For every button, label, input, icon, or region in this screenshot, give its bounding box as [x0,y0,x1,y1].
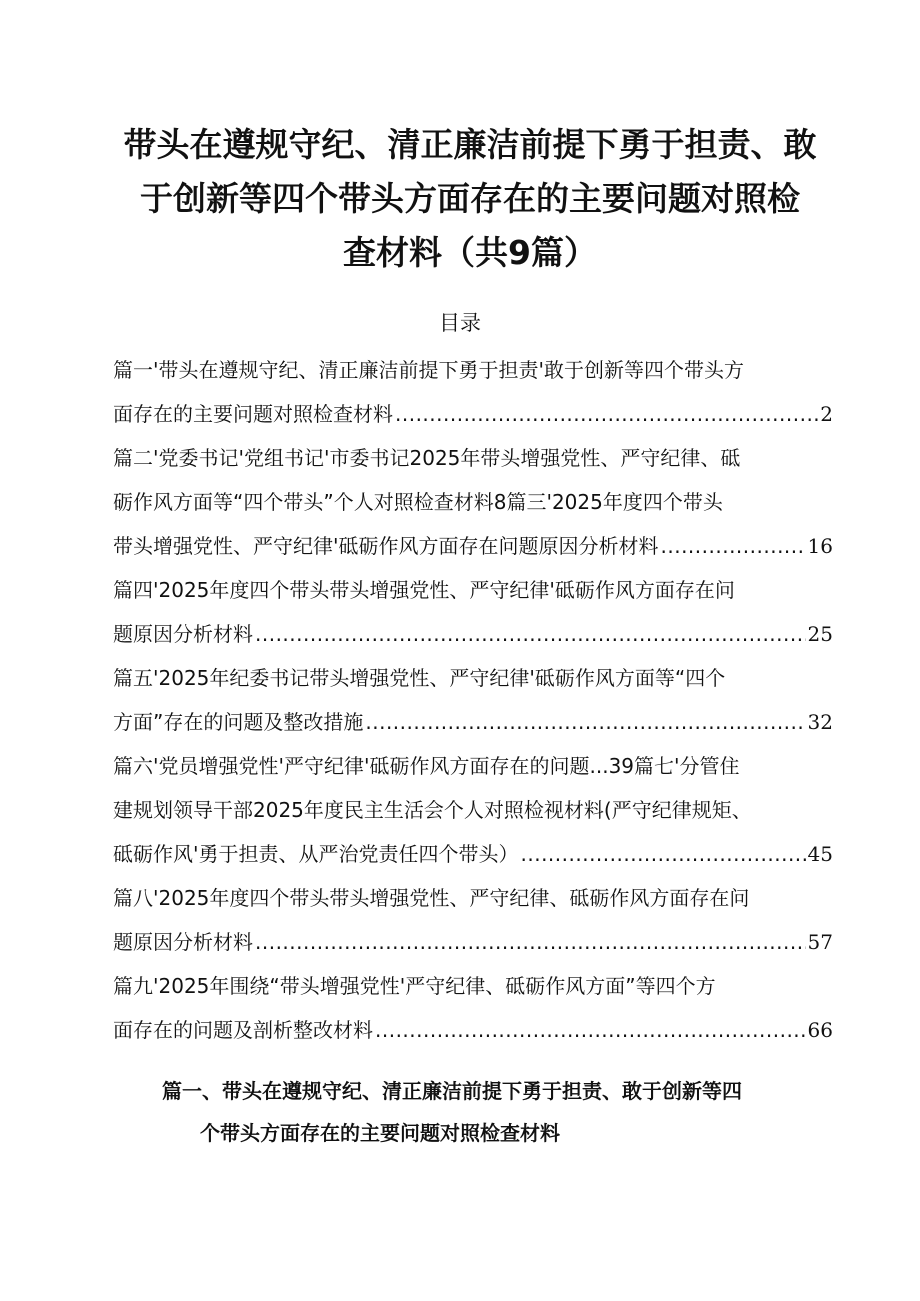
toc-line [113,876,833,920]
toc-line [113,568,833,612]
toc-line[interactable] [113,524,833,568]
title-line-2: 于创新等四个带头方面存在的主要问题对照检 [140,179,800,218]
toc-leader-dots [521,832,806,876]
toc-entry-text: 篇六'党员增强党性'严守纪律'砥砺作风方面存在的问题...39篇七'分管住 [113,754,740,778]
toc-page-number: 66 [807,1018,833,1042]
toc-page-number: 2 [820,402,833,426]
toc-entry-text: 篇一'带头在遵规守纪、清正廉洁前提下勇于担责'敢于创新等四个带头方 [113,358,744,382]
toc-heading: 目录 [439,311,481,335]
toc-entry-text: 题原因分析材料 [113,930,253,954]
toc-entry-text: 篇九'2025年围绕“带头增强党性'严守纪律、砥砺作风方面”等四个方 [113,974,716,998]
toc-line[interactable] [113,612,833,656]
toc-page-number: 16 [807,534,833,558]
toc-line[interactable] [113,700,833,744]
toc-entry-text: 砺作风方面等“四个带头”个人对照检查材料8篇三'2025年度四个带头 [113,490,723,514]
toc-line[interactable] [113,920,833,964]
toc-leader-dots [395,392,818,436]
table-of-contents [113,348,833,1052]
section-heading-line-1: 篇一、带头在遵规守纪、清正廉洁前提下勇于担责、敢于创新等四 [162,1079,742,1103]
toc-entry-text: 方面”存在的问题及整改措施 [113,710,364,734]
toc-line [113,788,833,832]
title-line-3: 查材料（共9篇） [343,233,597,272]
toc-entry-text: 面存在的主要问题对照检查材料 [113,402,393,426]
toc-line [113,436,833,480]
toc-page-number: 32 [807,710,833,734]
toc-leader-dots [255,612,806,656]
toc-entry-text: 建规划领导干部2025年度民主生活会个人对照检视材料(严守纪律规矩、 [113,798,752,822]
title-line-1: 带头在遵规守纪、清正廉洁前提下勇于担责、敢 [123,125,817,164]
toc-entry-text: 篇二'党委书记'党组书记'市委书记2025年带头增强党性、严守纪律、砥 [113,446,741,470]
toc-line [113,480,833,524]
toc-entry-text: 带头增强党性、严守纪律'砥砺作风方面存在问题原因分析材料 [113,534,659,558]
toc-leader-dots [661,524,806,568]
toc-page-number: 57 [807,930,833,954]
toc-entry-text: 题原因分析材料 [113,622,253,646]
toc-entry-text: 砥砺作风'勇于担责、从严治党责任四个带头） [113,842,519,866]
toc-page-number: 25 [807,622,833,646]
toc-entry-text: 篇四'2025年度四个带头带头增强党性、严守纪律'砥砺作风方面存在问 [113,578,735,602]
toc-line[interactable] [113,832,833,876]
toc-line [113,656,833,700]
toc-leader-dots [365,700,805,744]
toc-entry-text: 篇八'2025年度四个带头带头增强党性、严守纪律、砥砺作风方面存在问 [113,886,750,910]
document-title [120,118,820,280]
toc-line [113,744,833,788]
toc-entry-text: 篇五'2025年纪委书记带头增强党性、严守纪律'砥砺作风方面等“四个 [113,666,726,690]
toc-line [113,964,833,1008]
toc-line [113,348,833,392]
toc-leader-dots [375,1008,806,1052]
toc-leader-dots [255,920,806,964]
toc-page-number: 45 [807,842,833,866]
toc-entry-text: 面存在的问题及剖析整改材料 [113,1018,373,1042]
toc-line[interactable] [113,1008,833,1052]
section-heading [162,1070,842,1154]
toc-line[interactable] [113,392,833,436]
section-heading-line-2: 个带头方面存在的主要问题对照检查材料 [200,1121,560,1145]
